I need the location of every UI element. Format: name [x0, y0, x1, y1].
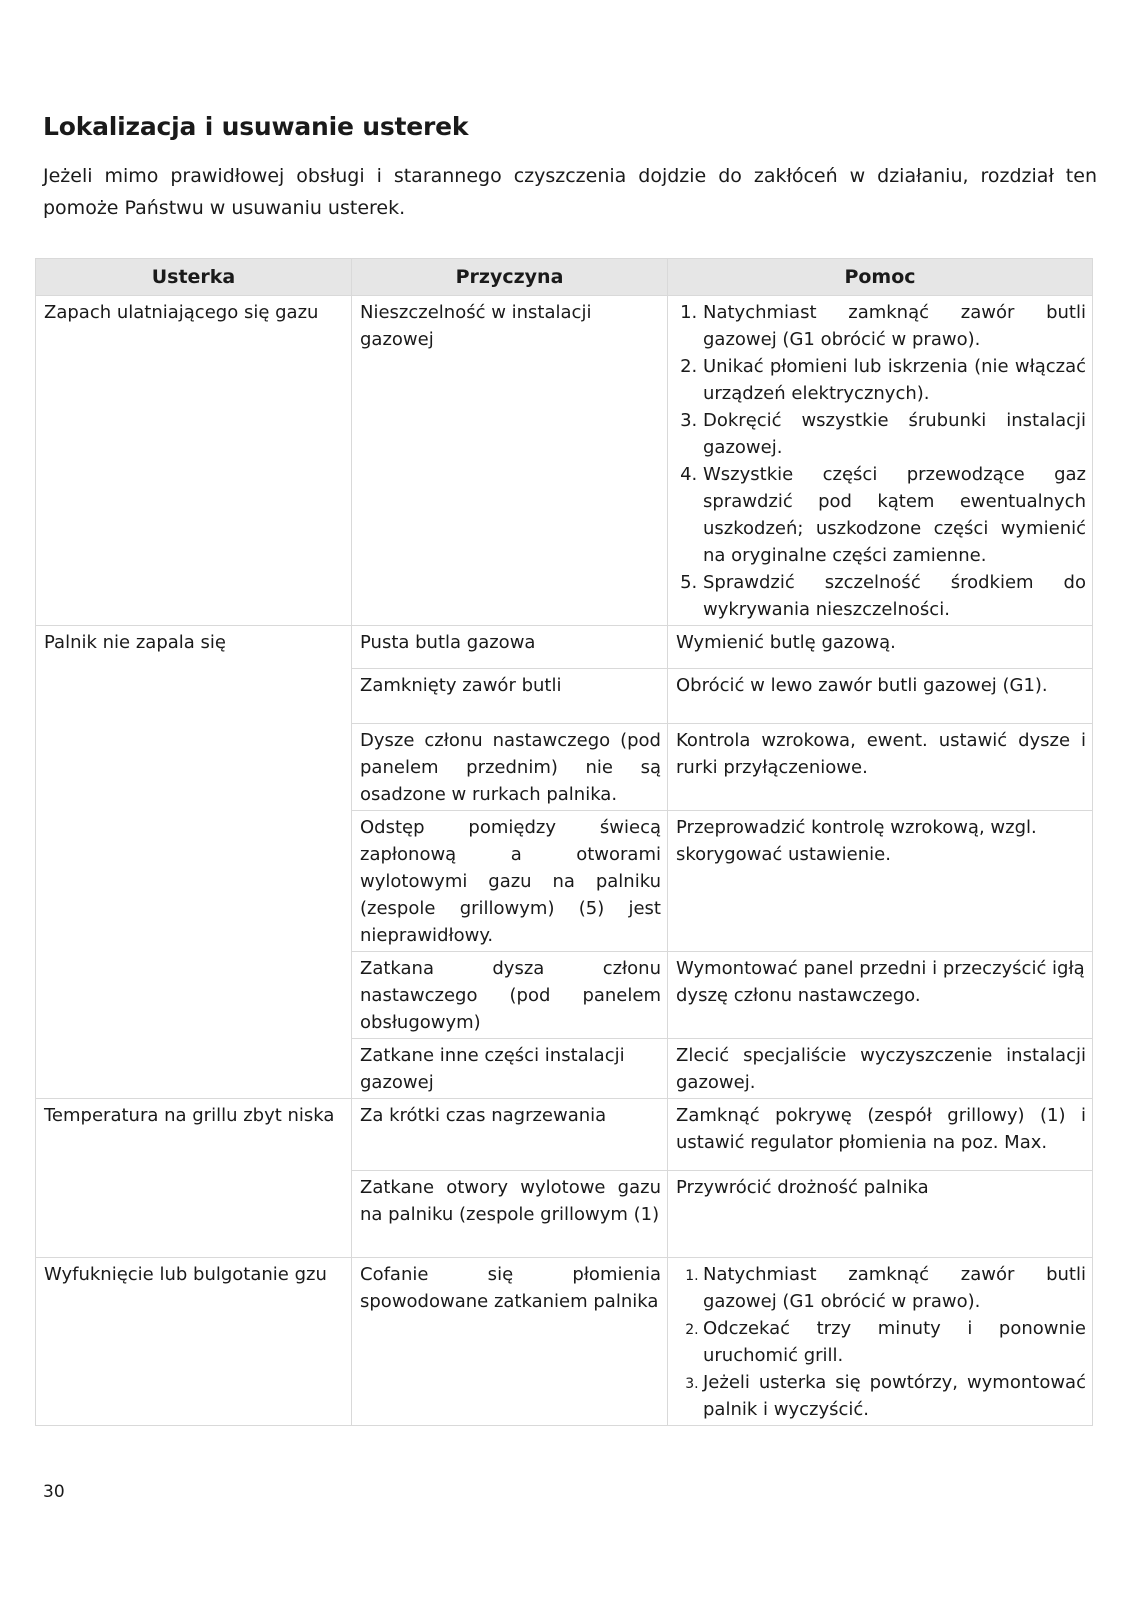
help-cell [668, 1258, 1093, 1426]
help-cell: Zamknąć pokrywę (zespół grillowy) (1) i ustawić regulator płomienia na poz. Max. [668, 1099, 1093, 1171]
fault-cell: Temperatura na grillu zbyt niska [36, 1099, 352, 1258]
cause-cell: Za krótki czas nagrzewania [352, 1099, 668, 1171]
cause-cell: Cofanie się płomienia spowodowane zatkaniem palnika [352, 1258, 668, 1426]
header-fault: Usterka [36, 259, 352, 296]
table-row [36, 626, 1093, 669]
cause-cell: Pusta butla gazowa [352, 626, 668, 669]
help-steps-list [676, 1261, 1086, 1423]
cause-cell: Zatkane inne części instalacji gazowej [352, 1039, 668, 1099]
list-item: 3. Jeżeli usterka się powtórzy, wymontować palnik i wyczyścić. [703, 1369, 1086, 1423]
list-item: 4. Wszystkie części przewodzące gaz sprawdzić pod kątem ewentualnych uszkodzeń; uszkodzone części wymienić na oryginalne części zamienne. [703, 461, 1086, 569]
list-item: 2. Odczekać trzy minuty i ponownie uruchomić grill. [703, 1315, 1086, 1369]
help-cell: Wymontować panel przedni i przeczyścić igłą dyszę członu nastawczego. [668, 952, 1093, 1039]
troubleshooting-table [35, 258, 1093, 1426]
help-cell: Przeprowadzić kontrolę wzrokową, wzgl. skorygować ustawienie. [668, 811, 1093, 952]
cause-cell: Zatkane otwory wylotowe gazu na palniku (zespole grillowym (1) [352, 1171, 668, 1258]
help-cell: Przywrócić drożność palnika [668, 1171, 1093, 1258]
header-help: Pomoc [668, 259, 1093, 296]
page-title: Lokalizacja i usuwanie usterek [43, 112, 469, 141]
list-item: 3. Dokręcić wszystkie śrubunki instalacji gazowej. [703, 407, 1086, 461]
cause-cell: Nieszczelność w instalacji gazowej [352, 296, 668, 626]
cause-cell: Zatkana dysza członu nastawczego (pod panelem obsługowym) [352, 952, 668, 1039]
help-steps-list [676, 299, 1086, 623]
list-item: 1. Natychmiast zamknąć zawór butli gazowej (G1 obrócić w prawo). [703, 1261, 1086, 1315]
help-cell: Wymienić butlę gazową. [668, 626, 1093, 669]
cause-cell: Odstęp pomiędzy świecą zapłonową a otworami wylotowymi gazu na palniku (zespole grillowym) (5) jest nieprawidłowy. [352, 811, 668, 952]
list-item: 2. Unikać płomieni lub iskrzenia (nie włączać urządzeń elektrycznych). [703, 353, 1086, 407]
fault-cell: Palnik nie zapala się [36, 626, 352, 1099]
help-cell: Zlecić specjaliście wyczyszczenie instalacji gazowej. [668, 1039, 1093, 1099]
header-cause: Przyczyna [352, 259, 668, 296]
list-item: 5. Sprawdzić szczelność środkiem do wykrywania nieszczelności. [703, 569, 1086, 623]
cause-cell: Zamknięty zawór butli [352, 669, 668, 724]
fault-cell: Zapach ulatniającego się gazu [36, 296, 352, 626]
table-row [36, 1099, 1093, 1171]
page-number: 30 [43, 1482, 65, 1502]
help-cell [668, 296, 1093, 626]
intro-paragraph: Jeżeli mimo prawidłowej obsługi i starannego czyszczenia dojdzie do zakłóceń w działaniu, rozdział ten pomoże Państwu w usuwaniu usterek. [43, 165, 1097, 219]
table-row [36, 296, 1093, 626]
help-cell: Obrócić w lewo zawór butli gazowej (G1). [668, 669, 1093, 724]
table-row [36, 1258, 1093, 1426]
help-cell: Kontrola wzrokowa, ewent. ustawić dysze i rurki przyłączeniowe. [668, 724, 1093, 811]
fault-cell: Wyfuknięcie lub bulgotanie gzu [36, 1258, 352, 1426]
list-item: 1. Natychmiast zamknąć zawór butli gazowej (G1 obrócić w prawo). [703, 299, 1086, 353]
cause-cell: Dysze członu nastawczego (pod panelem przednim) nie są osadzone w rurkach palnika. [352, 724, 668, 811]
table-header-row [36, 259, 1093, 296]
